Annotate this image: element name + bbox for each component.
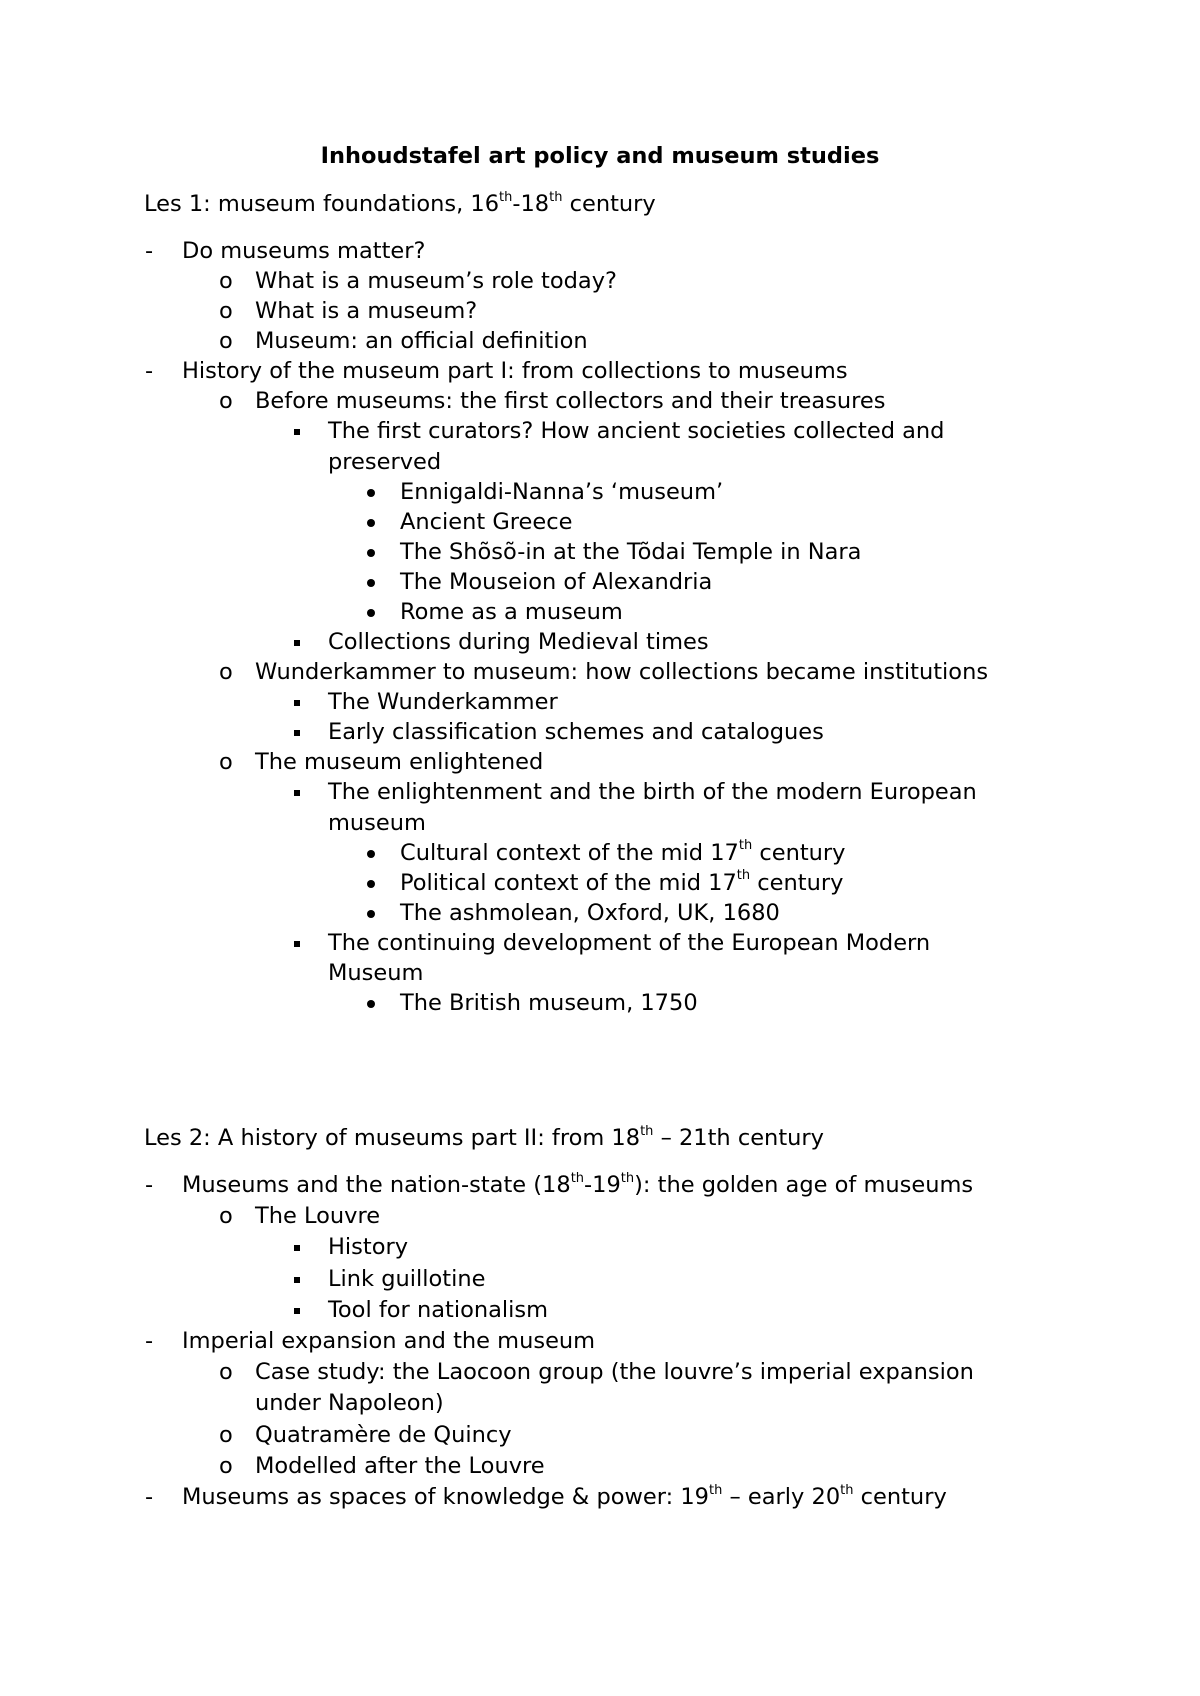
outline-item bbox=[255, 326, 588, 356]
les2-heading-text: – 21th century bbox=[653, 1125, 824, 1151]
outline-item-text: The enlightenment and the birth of the modern European bbox=[328, 779, 977, 806]
circle-bullet-icon: o bbox=[219, 298, 233, 325]
les2-heading-text: Les 2: A history of museums part II: from 18 bbox=[144, 1125, 641, 1151]
outline-item-text: Museum: an official definition bbox=[255, 328, 588, 355]
outline-item-text: The Shõsõ-in at the Tõdai Temple in Nara bbox=[400, 538, 862, 565]
outline-item-text: under Napoleon) bbox=[255, 1390, 444, 1417]
outline-item bbox=[328, 447, 441, 477]
square-bullet-icon bbox=[294, 1308, 300, 1314]
outline-item-text: The ashmolean, Oxford, UK, 1680 bbox=[400, 899, 780, 926]
round-bullet-icon bbox=[367, 850, 375, 858]
outline-item bbox=[328, 808, 426, 838]
outline-item bbox=[400, 477, 723, 507]
outline-item bbox=[328, 1264, 485, 1294]
outline-item-text: The first curators? How ancient societies collected and bbox=[328, 418, 945, 445]
outline-item-text: Wunderkammer to museum: how collections became institutions bbox=[255, 659, 989, 686]
les1-heading-text: Les 1: museum foundations, 16 bbox=[144, 191, 500, 217]
outline-item-text: Tool for nationalism bbox=[328, 1296, 549, 1323]
superscript: th bbox=[840, 1482, 854, 1498]
outline-item-text: The British museum, 1750 bbox=[400, 990, 698, 1016]
outline-item bbox=[400, 988, 698, 1018]
superscript: th bbox=[736, 868, 751, 884]
square-bullet-icon bbox=[294, 790, 300, 796]
outline-item bbox=[400, 898, 780, 928]
outline-item bbox=[328, 928, 930, 958]
dash-bullet-icon: - bbox=[145, 1484, 154, 1510]
outline-item bbox=[255, 1420, 512, 1450]
round-bullet-icon bbox=[367, 519, 375, 527]
outline-item bbox=[328, 777, 977, 807]
superscript: th bbox=[570, 1170, 585, 1186]
round-bullet-icon bbox=[367, 609, 375, 617]
circle-bullet-icon: o bbox=[219, 659, 233, 686]
square-bullet-icon bbox=[294, 640, 300, 646]
outline-item bbox=[255, 266, 617, 296]
circle-bullet-icon: o bbox=[219, 268, 233, 295]
outline-item-text: Do museums matter? bbox=[182, 238, 426, 264]
les2-heading bbox=[144, 1123, 824, 1153]
round-bullet-icon bbox=[367, 910, 375, 918]
dash-bullet-icon: - bbox=[145, 238, 154, 264]
les1-heading-text: -18 bbox=[512, 191, 550, 217]
round-bullet-icon bbox=[367, 489, 375, 497]
outline-item bbox=[182, 356, 848, 386]
outline-item-text: museum bbox=[328, 809, 426, 836]
outline-item bbox=[255, 747, 543, 777]
outline-item bbox=[400, 838, 845, 868]
outline-item bbox=[328, 1232, 408, 1262]
outline-item-text: Quatramère de Quincy bbox=[255, 1421, 512, 1448]
outline-item-text: Museum bbox=[328, 959, 424, 986]
outline-item bbox=[182, 1170, 973, 1200]
circle-bullet-icon: o bbox=[219, 749, 233, 776]
round-bullet-icon bbox=[367, 549, 375, 557]
outline-item-text: Museums as spaces of knowledge & power: 19 bbox=[182, 1484, 709, 1510]
outline-item-text: Before museums: the first collectors and their treasures bbox=[255, 388, 886, 415]
outline-item bbox=[400, 537, 861, 567]
round-bullet-icon bbox=[367, 579, 375, 587]
les1-heading-text: century bbox=[562, 191, 656, 217]
outline-item bbox=[255, 1201, 380, 1231]
outline-item-text: Case study: the Laocoon group (the louvre’s imperial expansion bbox=[255, 1359, 974, 1386]
outline-item-text: Political context of the mid 17 bbox=[400, 869, 737, 896]
outline-item bbox=[400, 507, 572, 537]
superscript: th bbox=[709, 1482, 723, 1498]
outline-item-text: The continuing development of the European Modern bbox=[328, 929, 931, 956]
outline-item-text: preserved bbox=[328, 448, 442, 475]
square-bullet-icon bbox=[294, 700, 300, 706]
document-title: Inhoudstafel art policy and museum studies bbox=[320, 143, 880, 169]
outline-item-text: The Wunderkammer bbox=[328, 689, 558, 716]
outline-item bbox=[328, 687, 558, 717]
square-bullet-icon bbox=[294, 941, 300, 947]
outline-item bbox=[182, 236, 425, 266]
outline-item bbox=[328, 416, 944, 446]
square-bullet-icon bbox=[294, 730, 300, 736]
outline-item-text: History of the museum part I: from collections to museums bbox=[182, 358, 848, 385]
outline-item bbox=[255, 386, 885, 416]
outline-item-text: History bbox=[328, 1234, 409, 1261]
square-bullet-icon bbox=[294, 1277, 300, 1283]
square-bullet-icon bbox=[294, 429, 300, 435]
outline-item bbox=[255, 657, 988, 687]
outline-item-text: Imperial expansion and the museum bbox=[182, 1328, 596, 1354]
outline-item-text: The Louvre bbox=[255, 1203, 381, 1230]
outline-item-text: century bbox=[752, 839, 846, 866]
outline-item bbox=[400, 567, 712, 597]
outline-item-text: Link guillotine bbox=[328, 1265, 486, 1292]
outline-item-text: The Mouseion of Alexandria bbox=[400, 568, 713, 595]
dash-bullet-icon: - bbox=[145, 1328, 154, 1354]
superscript: th bbox=[738, 838, 753, 854]
outline-item bbox=[328, 627, 709, 657]
circle-bullet-icon: o bbox=[219, 1203, 233, 1230]
outline-item bbox=[328, 1295, 548, 1325]
outline-item bbox=[400, 868, 843, 898]
outline-item-text: – early 20 bbox=[722, 1484, 841, 1510]
round-bullet-icon bbox=[367, 1000, 375, 1008]
dash-bullet-icon: - bbox=[145, 1172, 154, 1198]
circle-bullet-icon: o bbox=[219, 1452, 233, 1479]
outline-item bbox=[328, 958, 423, 988]
outline-item-text: century bbox=[853, 1484, 947, 1510]
outline-item-text: Ennigaldi-Nanna’s ‘museum’ bbox=[400, 478, 724, 505]
outline-item-text: What is a museum? bbox=[255, 298, 478, 325]
outline-item-text: Ancient Greece bbox=[400, 508, 573, 535]
outline-item bbox=[182, 1326, 595, 1356]
square-bullet-icon bbox=[294, 1245, 300, 1251]
circle-bullet-icon: o bbox=[219, 388, 233, 415]
outline-item-text: Museums and the nation-state (18 bbox=[182, 1172, 571, 1198]
circle-bullet-icon: o bbox=[219, 1359, 233, 1386]
outline-item-text: century bbox=[750, 869, 844, 896]
outline-item-text: Cultural context of the mid 17 bbox=[400, 839, 739, 866]
superscript: th bbox=[549, 189, 563, 205]
outline-item bbox=[255, 1357, 974, 1387]
outline-item bbox=[400, 597, 623, 627]
superscript: th bbox=[640, 1123, 654, 1139]
outline-item bbox=[255, 1451, 545, 1481]
outline-item-text: -19 bbox=[584, 1172, 621, 1198]
outline-item-text: The museum enlightened bbox=[255, 749, 544, 776]
outline-item-text: Early classification schemes and catalogues bbox=[328, 719, 824, 746]
les1-heading bbox=[144, 189, 656, 219]
outline-item-text: Modelled after the Louvre bbox=[255, 1452, 545, 1479]
outline-item-text: What is a museum’s role today? bbox=[255, 268, 617, 295]
outline-item-text: Rome as a museum bbox=[400, 598, 623, 625]
superscript: th bbox=[620, 1170, 635, 1186]
round-bullet-icon bbox=[367, 880, 375, 888]
outline-item-text: Collections during Medieval times bbox=[328, 629, 709, 656]
circle-bullet-icon: o bbox=[219, 328, 233, 355]
outline-item bbox=[328, 717, 824, 747]
superscript: th bbox=[499, 189, 513, 205]
outline-item bbox=[255, 296, 477, 326]
outline-item-text: ): the golden age of museums bbox=[634, 1172, 974, 1198]
outline-item bbox=[255, 1388, 444, 1418]
outline-item bbox=[182, 1482, 947, 1512]
dash-bullet-icon: - bbox=[145, 358, 154, 385]
circle-bullet-icon: o bbox=[219, 1421, 233, 1448]
